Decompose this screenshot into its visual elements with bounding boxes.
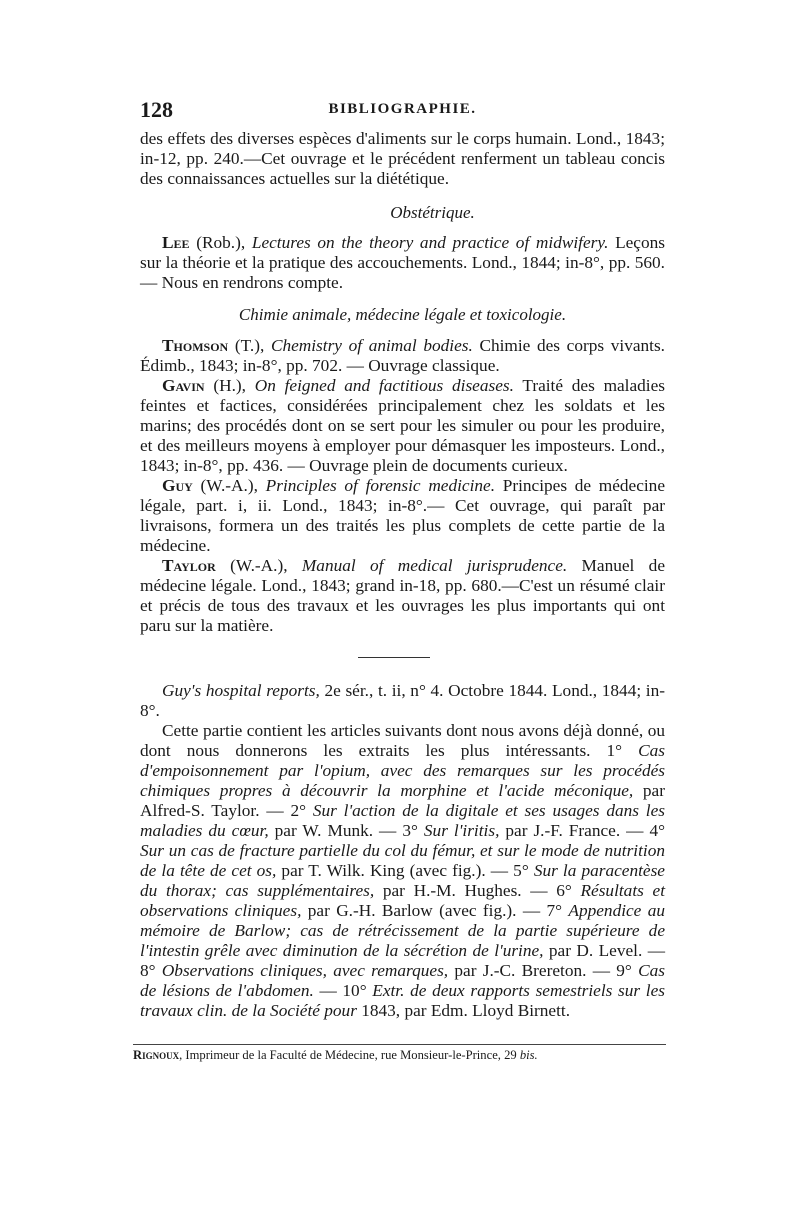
article-title: Cas de lésions de l'abdomen. (140, 961, 665, 1000)
article-number: 1° (590, 741, 639, 760)
guys-reports-reference (140, 681, 665, 721)
bib-entry-taylor (140, 556, 665, 636)
bib-entry-guy (140, 476, 665, 556)
article-title: Sur l'iritis, (423, 821, 500, 840)
article-title: Résultats et observations cliniques, (140, 881, 665, 920)
article-author: par D. Level. — (543, 941, 665, 960)
article-author: 1843, par Edm. Lloyd Birnett. (356, 1001, 571, 1020)
article-title: Extr. de deux rapports semestriels sur les travaux clin. de la Société pour (140, 981, 665, 1020)
entry-title: Principles of forensic medicine. (265, 476, 496, 495)
article-number: 3° (396, 821, 424, 840)
entry-author-initials: (T.), (228, 336, 271, 355)
article-number: 2° (283, 801, 313, 820)
entry-title: Chemistry of animal bodies. (270, 336, 473, 355)
guys-reports-section (140, 681, 665, 1021)
entry-author-initials: (W.-A.), (192, 476, 266, 495)
entry-author-initials: (H.), (204, 376, 255, 395)
entry-author: Gavin (162, 376, 205, 395)
printer-name: Rignoux (133, 1048, 180, 1062)
entry-title: Lectures on the theory and practice of midwifery. (251, 233, 609, 252)
entry-title: On feigned and factitious diseases. (254, 376, 514, 395)
article-author: par Alfred-S. Taylor. — (140, 781, 665, 820)
article-author: — (313, 981, 337, 1000)
article-title: Observations cliniques, avec remarques, (161, 961, 449, 980)
bib-entry-lee (140, 233, 665, 293)
article-list (140, 741, 665, 1020)
footer-rule (133, 1044, 666, 1045)
entry-author: Thomson (162, 336, 229, 355)
printer-address: , Imprimeur de la Faculté de Médecine, rue Monsieur-le-Prince, 29 (179, 1048, 520, 1062)
article-author: par J.-F. France. — (499, 821, 644, 840)
article-title: Appendice au mémoire de Barlow; cas de rétrécissement de la partie supérieure de l'intestin grêle avec diminution de la sécrétion de l'urine, (140, 901, 665, 960)
guys-reports-contents (140, 721, 665, 1021)
article-author: par G.-H. Barlow (avec fig.). — (301, 901, 541, 920)
entry-author: Taylor (162, 556, 216, 575)
article-author: par T. Wilk. King (avec fig.). — (276, 861, 509, 880)
article-number: 9° (609, 961, 639, 980)
entry-author-initials: (W.-A.), (215, 556, 302, 575)
article-number: 4° (643, 821, 665, 840)
entry-description: Chimie des corps vivants. Édimb., 1843; in-8°, pp. 702. — Ouvrage classique. (140, 336, 665, 375)
bib-entry-thomson (140, 336, 665, 376)
entry-description: Traité des maladies feintes et factices, considérées principalement chez les soldats et les marins; des procédés dont on se sert pour les simuler ou pour les produire, et des meilleurs moyens à employer pour démasquer les imposteurs. Lond., 1843; in-8°, pp. 436. — Ouvrage plein de documents curieux. (140, 376, 665, 475)
printer-imprint (133, 1048, 673, 1063)
entry-author: Guy (162, 476, 193, 495)
entry-description: Leçons sur la théorie et la pratique des accouchements. Lond., 1844; in-8°, pp. 560. — Nous en rendrons compte. (140, 233, 665, 292)
article-title: Sur l'action de la digitale et ses usages dans les maladies du cœur, (140, 801, 665, 840)
article-author: par J.-C. Brereton. — (448, 961, 610, 980)
printer-address-bis: bis. (519, 1048, 538, 1062)
page-number: 128 (140, 97, 173, 122)
article-title: Sur un cas de fracture partielle du col du fémur, et sur le mode de nutrition de la tête de cet os, (140, 841, 665, 880)
article-title: Sur la paracentèse du thorax; cas supplémentaires, (140, 861, 665, 900)
running-title: BIBLIOGRAPHIE. (328, 101, 477, 117)
section-heading-chimie: Chimie animale, médecine légale et toxicologie. (238, 305, 567, 324)
obstetrique-entries (140, 233, 665, 293)
entry-author-initials: (Rob.), (189, 233, 252, 252)
article-author: par H.-M. Hughes. — (374, 881, 548, 900)
continuation-paragraph: des effets des diverses espèces d'aliments sur le corps humain. Lond., 1843; in-12, pp. 240.—Cet ouvrage et le précédent renferment un tableau concis des connaissances actuelles sur la diététique. (140, 129, 665, 188)
entry-description: Manuel de médecine légale. Lond., 1843; grand in-18, pp. 680.—C'est un résumé clair et précis de tous des travaux et les ouvrages les plus importants qui ont paru sur la matière. (140, 556, 665, 635)
page-header (140, 97, 665, 127)
chimie-entries (140, 336, 665, 636)
article-author: par W. Munk. — (268, 821, 397, 840)
entry-title: Manual of medical jurisprudence. (301, 556, 568, 575)
journal-reference: 2e sér., t. ii, n° 4. Octobre 1844. Lond., 1844; in-8°. (140, 681, 665, 720)
bib-entry-gavin (140, 376, 665, 476)
article-number: 10° (336, 981, 373, 1000)
section-divider (358, 657, 430, 658)
article-number: 8° (140, 961, 162, 980)
article-number: 7° (540, 901, 569, 920)
article-title: Cas d'empoisonnement par l'opium, avec des remarques sur les procédés chimiques propres à découvrir la morphine et l'acide méconique, (140, 741, 665, 800)
entry-author: Lee (162, 233, 190, 252)
journal-title: Guy's hospital reports, (162, 681, 320, 700)
contents-intro: Cette partie contient les articles suivants dont nous avons déjà donné, ou dont nous donnerons les extraits les plus intéressants. (140, 721, 665, 760)
section-heading-obstetrique: Obstétrique. (390, 203, 475, 222)
article-number: 5° (508, 861, 534, 880)
entry-description: Principes de médecine légale, part. i, ii. Lond., 1843; in-8°.— Cet ouvrage, qui paraît par livraisons, formera un des traités les plus complets de cette partie de la médecine. (140, 476, 665, 555)
article-number: 6° (547, 881, 581, 900)
